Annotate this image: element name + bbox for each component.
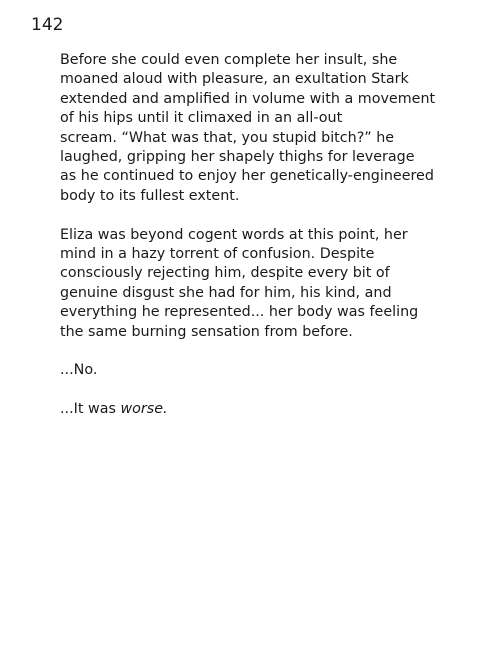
paragraph-4 <box>60 400 470 419</box>
text-line: ...No. <box>60 362 98 379</box>
text-line: Before she could even complete her insult, she <box>60 52 398 68</box>
text-line: as he continued to enjoy her genetically-engineered <box>60 168 434 185</box>
paragraph-2 <box>60 226 470 342</box>
text-line: the same burning sensation from before. <box>60 323 353 340</box>
page-number: 142 <box>31 15 64 35</box>
paragraph-gap <box>60 381 470 400</box>
text-line: laughed, gripping her shapely thighs for leverage <box>60 149 415 166</box>
text-line: mind in a hazy torrent of confusion. Despite <box>60 246 375 263</box>
text-line: of his hips until it climaxed in an all-out <box>60 110 343 127</box>
text-line: scream. “What was that, you stupid bitch?” he <box>60 129 395 146</box>
text-line: moaned aloud with pleasure, an exultation Stark <box>60 71 409 88</box>
body-text <box>60 51 470 420</box>
text-plain: ...It was <box>60 401 121 418</box>
paragraph-gap <box>60 342 470 361</box>
text-line: genuine disgust she had for him, his kind, and <box>60 284 392 301</box>
text-italic: worse. <box>120 401 168 418</box>
text-line: body to its fullest extent. <box>60 187 240 204</box>
text-line: Eliza was beyond cogent words at this point, her <box>60 226 408 243</box>
text-line: everything he represented... her body was feeling <box>60 304 419 321</box>
text-line: consciously rejecting him, despite every bit of <box>60 265 390 282</box>
paragraph-gap <box>60 206 470 225</box>
text-line <box>60 400 470 419</box>
text-line: extended and amplified in volume with a movement <box>60 90 436 107</box>
paragraph-1 <box>60 51 470 206</box>
paragraph-3 <box>60 361 470 380</box>
